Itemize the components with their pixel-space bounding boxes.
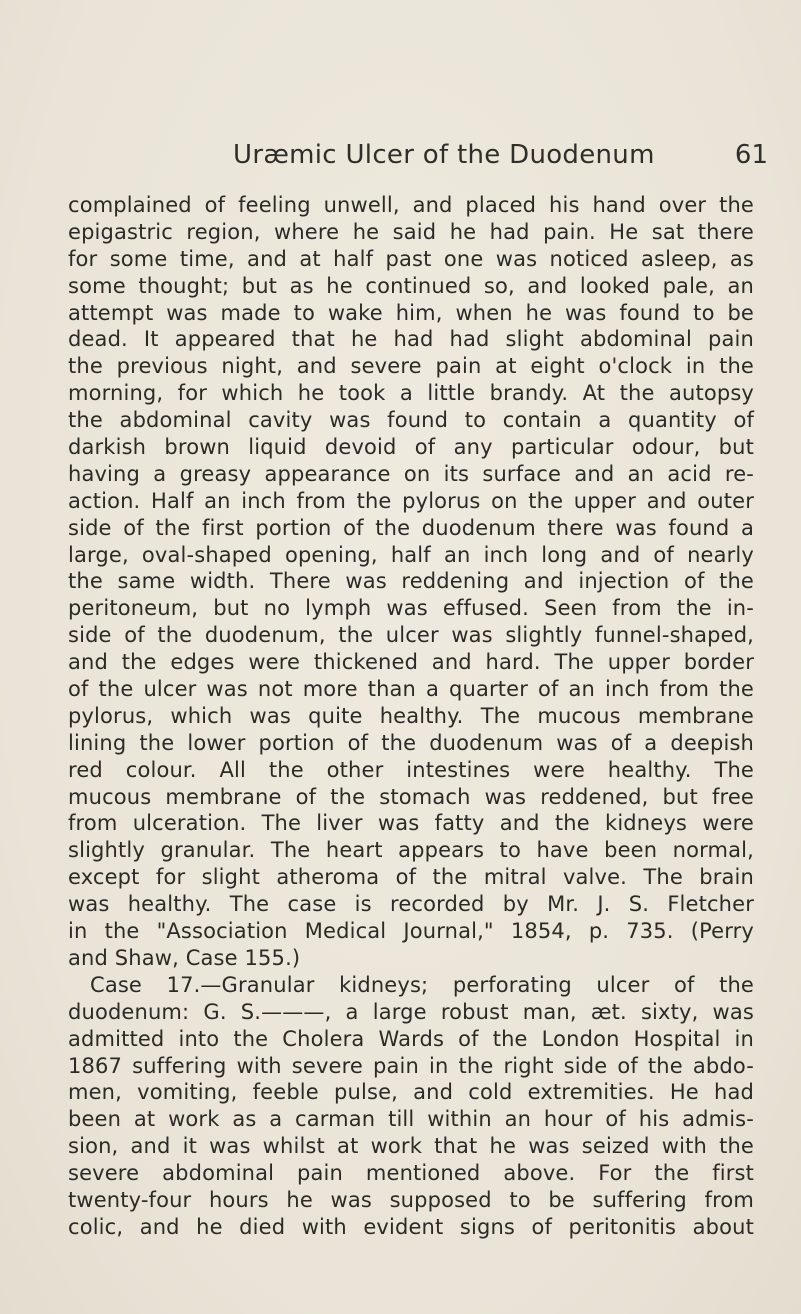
text-line: darkish brown liquid devoid of any particular odour, but bbox=[68, 435, 754, 460]
text-line: in the "Association Medical Journal," 1854, p. 735. (Perry bbox=[68, 919, 754, 944]
text-line: duodenum: G. S.———, a large robust man, æt. sixty, was bbox=[68, 999, 754, 1024]
text-line: sion, and it was whilst at work that he was seized with the bbox=[68, 1134, 754, 1159]
text-line: complained of feeling unwell, and placed his hand over the bbox=[68, 193, 754, 217]
text-line: dead. It appeared that he had had slight abdominal pain bbox=[68, 327, 754, 352]
text-line: been at work as a carman till within an hour of his admis- bbox=[68, 1107, 754, 1132]
text-line: the abdominal cavity was found to contain a quantity of bbox=[68, 408, 754, 433]
text-line: attempt was made to wake him, when he was found to be bbox=[68, 300, 754, 325]
text-line: morning, for which he took a little brandy. At the autopsy bbox=[68, 381, 754, 406]
text-line: red colour. All the other intestines were healthy. The bbox=[68, 757, 754, 782]
text-line: pylorus, which was quite healthy. The mucous membrane bbox=[68, 703, 754, 728]
text-line: and Shaw, Case 155.) bbox=[68, 945, 301, 970]
text-line: severe abdominal pain mentioned above. For the first bbox=[68, 1161, 754, 1186]
text-line: action. Half an inch from the pylorus on the upper and outer bbox=[68, 488, 754, 513]
text-line: from ulceration. The liver was fatty and the kidneys were bbox=[68, 811, 754, 836]
text-line: and the edges were thickened and hard. The upper border bbox=[68, 650, 754, 675]
running-title: Uræmic Ulcer of the Duodenum bbox=[233, 140, 655, 170]
text-line: of the ulcer was not more than a quarter of an inch from the bbox=[68, 677, 754, 702]
text-line: except for slight atheroma of the mitral valve. The brain bbox=[68, 865, 754, 890]
text-line: the same width. There was reddening and injection of the bbox=[68, 569, 754, 594]
text-line: side of the duodenum, the ulcer was slightly funnel-shaped, bbox=[68, 623, 754, 648]
page-number: 61 bbox=[734, 140, 768, 170]
text-line: side of the first portion of the duodenum there was found a bbox=[68, 515, 754, 540]
body-text bbox=[68, 192, 754, 1241]
text-line: colic, and he died with evident signs of peritonitis about bbox=[68, 1214, 754, 1239]
text-line: some thought; but as he continued so, and looked pale, an bbox=[68, 273, 754, 298]
text-line: men, vomiting, feeble pulse, and cold extremities. He had bbox=[68, 1080, 754, 1105]
text-line: the previous night, and severe pain at eight o'clock in the bbox=[68, 354, 754, 379]
text-line: large, oval-shaped opening, half an inch long and of nearly bbox=[68, 542, 754, 567]
text-line: having a greasy appearance on its surface and an acid re- bbox=[68, 461, 754, 486]
text-line: lining the lower portion of the duodenum was of a deepish bbox=[68, 730, 754, 755]
text-line: twenty-four hours he was supposed to be suffering from bbox=[68, 1187, 754, 1212]
text-line: was healthy. The case is recorded by Mr. J. S. Fletcher bbox=[68, 892, 754, 917]
page-header bbox=[68, 140, 768, 180]
case-heading-line: Case 17.—Granular kidneys; perforating ulcer of the bbox=[90, 972, 754, 997]
text-line: epigastric region, where he said he had pain. He sat there bbox=[68, 219, 754, 244]
text-line: slightly granular. The heart appears to have been normal, bbox=[68, 838, 754, 863]
text-line: admitted into the Cholera Wards of the London Hospital in bbox=[68, 1026, 754, 1051]
text-line: for some time, and at half past one was noticed asleep, as bbox=[68, 246, 754, 271]
text-line: peritoneum, but no lymph was effused. Seen from the in- bbox=[68, 596, 754, 621]
text-line: mucous membrane of the stomach was reddened, but free bbox=[68, 784, 754, 809]
text-line: 1867 suffering with severe pain in the right side of the abdo- bbox=[68, 1053, 754, 1078]
